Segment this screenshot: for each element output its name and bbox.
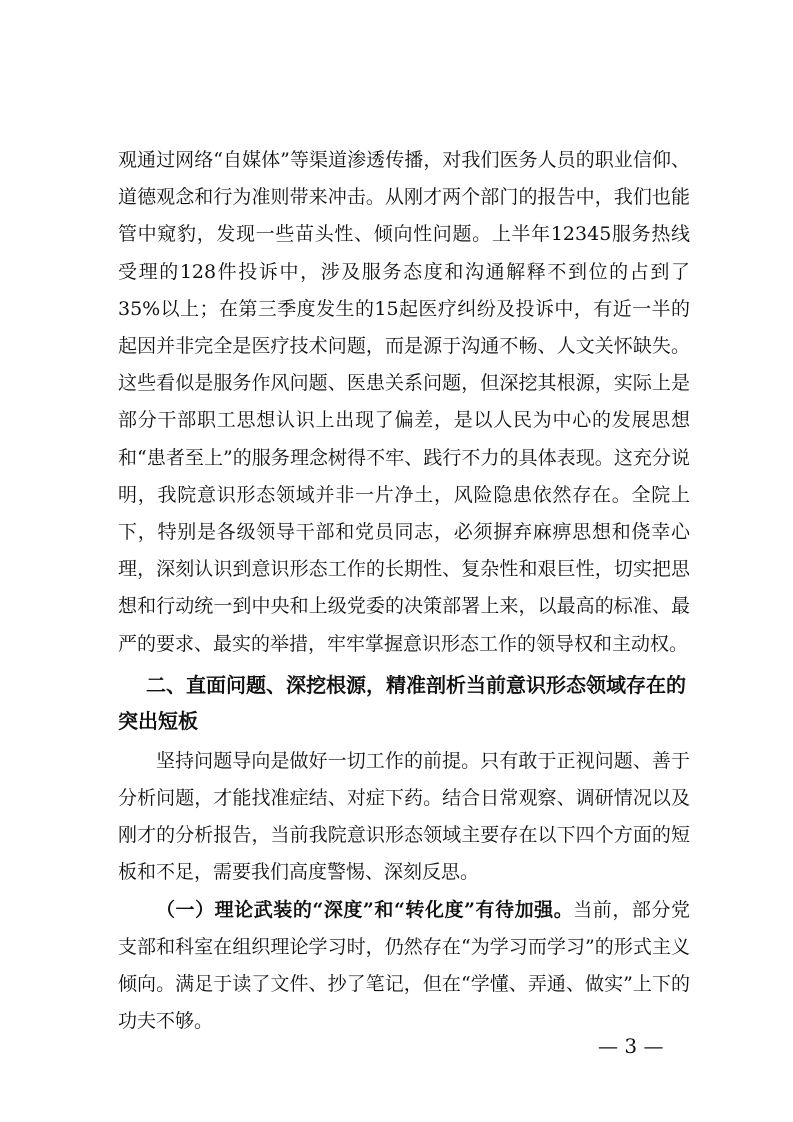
continued-paragraph: 观通过网络“自媒体”等渠道渗透传播，对我们医务人员的职业信仰、道德观念和行为准则带来冲击。从刚才两个部门的报告中，我们也能管中窥豹，发现一些苗头性、倾向性问题。上半年12345服务热线受理的128件投诉中，涉及服务态度和沟通解释不到位的占到了35%以上；在第三季度发生的15起医疗纠纷及投诉中，有近一半的起因并非完全是医疗技术问题，而是源于沟通不畅、人文关怀缺失。这些看似是服务作风问题、医患关系问题，但深挖其根源，实际上是部分干部职工思想认识上出现了偏差，是以人民为中心的发展思想和“患者至上”的服务理念树得不牢、践行不力的具体表现。这充分说明，我院意识形态领域并非一片净土，风险隐患依然存在。全院上下，特别是各级领导干部和党员同志，必须摒弃麻痹思想和侥幸心理，深刻认识到意识形态工作的长期性、复杂性和艰巨性，切实把思想和行动统一到中央和上级党委的决策部署上来，以最高的标准、最严的要求、最实的举措，牢牢掌握意识形态工作的领导权和主动权。 [118,149,690,655]
subsection-paragraph [118,892,690,1041]
section-heading: 二、直面问题、深挖根源，精准剖析当前意识形态领域存在的突出短板 [118,672,686,733]
subsection-heading: （一）理论武装的“深度”和“转化度”有待加强。 [156,898,574,921]
document-body [118,142,690,1040]
subsection-body: 当前，部分党支部和科室在组织理论学习时，仍然存在“为学习而学习”的形式主义倾向。满足于读了文件、抄了笔记，但在“学懂、弄通、做实”上下的功夫不够。 [118,898,690,1033]
page-number: — 3 — [598,1034,664,1058]
section-intro-paragraph: 坚持问题导向是做好一切工作的前提。只有敢于正视问题、善于分析问题，才能找准症结、对症下药。结合日常观察、调研情况以及刚才的分析报告，当前我院意识形态领域主要存在以下四个方面的短板和不足，需要我们高度警惕、深刻反思。 [118,749,690,884]
